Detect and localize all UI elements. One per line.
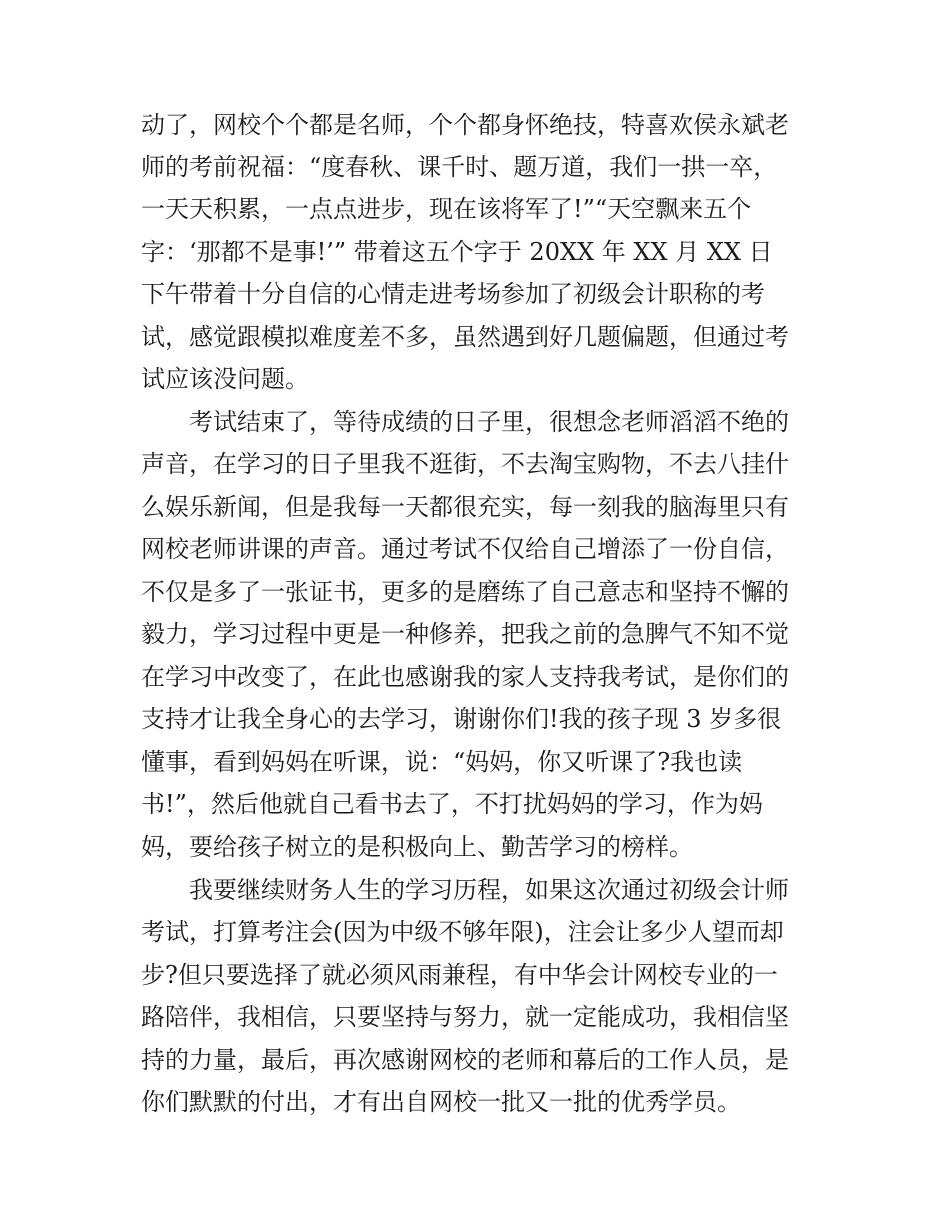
text-line: 书!”，然后他就自己看书去了，不打扰妈妈的学习，作为妈 — [141, 790, 763, 818]
text-line: 在学习中改变了，在此也感谢我的家人支持我考试，是你们的 — [141, 663, 789, 691]
text-line: 动了，网校个个都是名师，个个都身怀绝技，特喜欢侯永斌老 — [141, 111, 789, 139]
text-line: 考试，打算考注会(因为中级不够年限)，注会让多少人望而却 — [141, 918, 784, 946]
text-line: 步?但只要选择了就必须风雨兼程，有中华会计网校专业的一 — [141, 961, 778, 989]
text-line: 试应该没问题。 — [141, 365, 309, 393]
text-line: 不仅是多了一张证书，更多的是磨练了自己意志和坚持不懈的 — [141, 578, 789, 606]
text-line: 妈，要给孩子树立的是积极向上、勤苦学习的榜样。 — [141, 833, 693, 861]
text-line: 网校老师讲课的声音。通过考试不仅给自己增添了一份自信， — [141, 535, 789, 563]
text-line: 声音，在学习的日子里我不逛街，不去淘宝购物，不去八挂什 — [141, 450, 789, 478]
text-line: 支持才让我全身心的去学习，谢谢你们!我的孩子现 3 岁多很 — [141, 705, 782, 733]
text-line: 持的力量，最后，再次感谢网校的老师和幕后的工作人员，是 — [141, 1046, 789, 1074]
text-line: 字：‘那都不是事!’” 带着这五个字于 20XX 年 XX 月 XX 日 — [141, 238, 773, 266]
text-line: 试，感觉跟模拟难度差不多，虽然遇到好几题偏题，但通过考 — [141, 323, 789, 351]
text-line: 毅力，学习过程中更是一种修养，把我之前的急脾气不知不觉 — [141, 620, 789, 648]
text-line: 一天天积累，一点点进步，现在该将军了!”“天空飘来五个 — [141, 195, 752, 223]
paragraph-start-line: 考试结束了，等待成绩的日子里，很想念老师滔滔不绝的 — [141, 408, 789, 436]
text-line: 么娱乐新闻，但是我每一天都很充实，每一刻我的脑海里只有 — [141, 493, 789, 521]
text-line: 师的考前祝福：“度春秋、课千时、题万道，我们一拱一卒， — [141, 153, 778, 181]
text-line: 你们默默的付出，才有出自网校一批又一批的优秀学员。 — [141, 1088, 741, 1116]
text-line: 路陪伴，我相信，只要坚持与努力，就一定能成功，我相信坚 — [141, 1003, 789, 1031]
paragraph-start-line: 我要继续财务人生的学习历程，如果这次通过初级会计师 — [141, 876, 789, 904]
text-line: 下午带着十分自信的心情走进考场参加了初级会计职称的考 — [141, 280, 765, 308]
text-line: 懂事，看到妈妈在听课，说：“妈妈，你又听课了?我也读 — [141, 748, 743, 776]
